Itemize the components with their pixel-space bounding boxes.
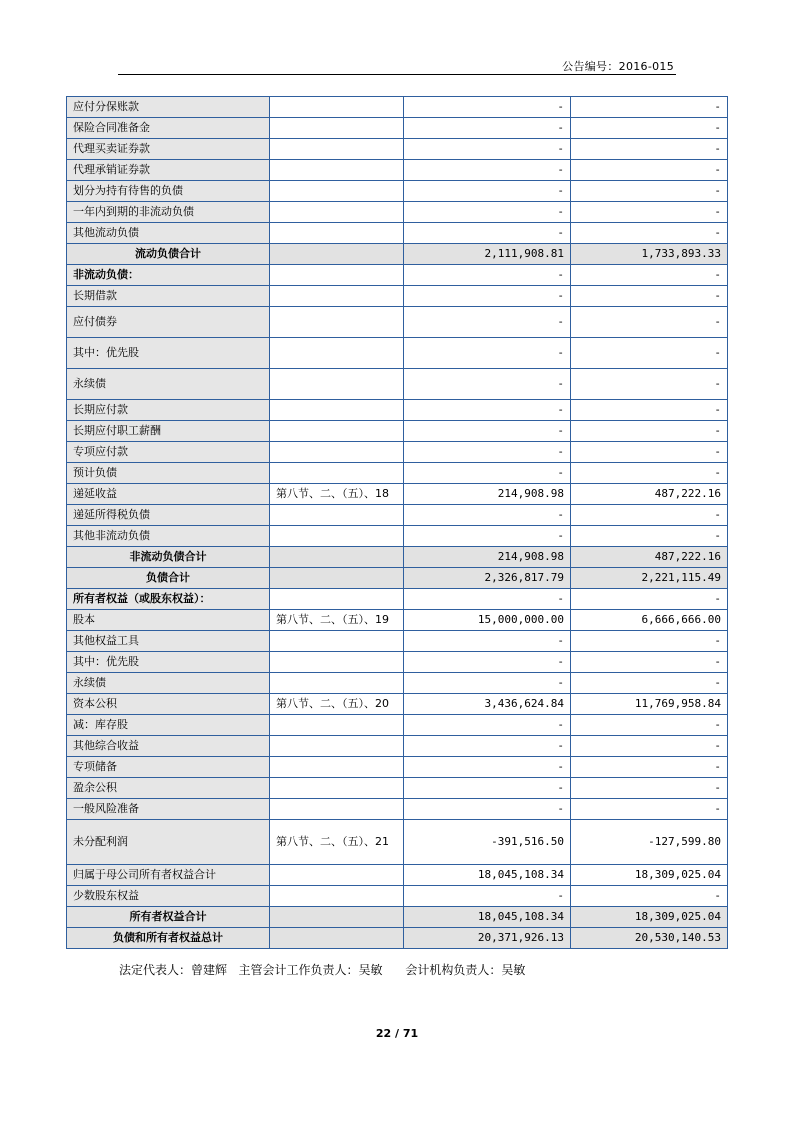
row-current-period: - <box>404 886 571 907</box>
table-row <box>67 181 728 202</box>
row-prior-period: - <box>571 181 728 202</box>
row-prior-period: - <box>571 715 728 736</box>
table-row <box>67 307 728 338</box>
row-note <box>270 907 404 928</box>
row-item-label: 长期应付款 <box>67 400 270 421</box>
row-item-label: 一般风险准备 <box>67 799 270 820</box>
row-prior-period: 1,733,893.33 <box>571 244 728 265</box>
row-prior-period: - <box>571 757 728 778</box>
row-item-label: 代理承销证券款 <box>67 160 270 181</box>
table-row <box>67 139 728 160</box>
row-current-period: - <box>404 631 571 652</box>
table-row <box>67 421 728 442</box>
row-item-label: 专项应付款 <box>67 442 270 463</box>
row-prior-period: - <box>571 369 728 400</box>
table-row <box>67 463 728 484</box>
row-current-period: - <box>404 673 571 694</box>
row-current-period: - <box>404 589 571 610</box>
row-prior-period: - <box>571 589 728 610</box>
row-item-label: 其中：优先股 <box>67 652 270 673</box>
row-note <box>270 736 404 757</box>
row-note <box>270 928 404 949</box>
table-row <box>67 631 728 652</box>
row-prior-period: 487,222.16 <box>571 484 728 505</box>
announcement-number: 公告编号：2016-015 <box>562 60 674 73</box>
row-prior-period: - <box>571 223 728 244</box>
table-row <box>67 928 728 949</box>
row-prior-period: - <box>571 505 728 526</box>
row-note <box>270 886 404 907</box>
row-current-period: - <box>404 181 571 202</box>
row-current-period: 15,000,000.00 <box>404 610 571 631</box>
row-current-period: - <box>404 369 571 400</box>
row-item-label: 其他流动负债 <box>67 223 270 244</box>
row-current-period: - <box>404 463 571 484</box>
row-current-period: - <box>404 223 571 244</box>
row-current-period: - <box>404 778 571 799</box>
row-item-label: 划分为持有待售的负债 <box>67 181 270 202</box>
row-item-label: 预计负债 <box>67 463 270 484</box>
table-row <box>67 820 728 865</box>
row-item-label: 减：库存股 <box>67 715 270 736</box>
row-item-label: 其他综合收益 <box>67 736 270 757</box>
table-row <box>67 202 728 223</box>
table-row <box>67 118 728 139</box>
row-note <box>270 160 404 181</box>
row-item-label: 流动负债合计 <box>67 244 270 265</box>
row-prior-period: - <box>571 673 728 694</box>
row-prior-period: - <box>571 526 728 547</box>
row-note <box>270 568 404 589</box>
row-current-period: - <box>404 757 571 778</box>
table-row <box>67 799 728 820</box>
row-item-label: 非流动负债： <box>67 265 270 286</box>
row-current-period: - <box>404 652 571 673</box>
row-item-label: 所有者权益合计 <box>67 907 270 928</box>
row-current-period: - <box>404 160 571 181</box>
row-note <box>270 631 404 652</box>
row-note <box>270 265 404 286</box>
signature-line: 法定代表人：曾建辉 主管会计工作负责人：吴敏 会计机构负责人：吴敏 <box>119 963 526 977</box>
row-item-label: 负债合计 <box>67 568 270 589</box>
row-item-label: 负债和所有者权益总计 <box>67 928 270 949</box>
row-current-period: - <box>404 442 571 463</box>
row-item-label: 资本公积 <box>67 694 270 715</box>
row-current-period: - <box>404 421 571 442</box>
table-row <box>67 286 728 307</box>
row-note <box>270 118 404 139</box>
row-prior-period: - <box>571 286 728 307</box>
row-prior-period: - <box>571 778 728 799</box>
row-item-label: 其中：优先股 <box>67 338 270 369</box>
row-current-period: - <box>404 118 571 139</box>
row-prior-period: - <box>571 463 728 484</box>
row-note <box>270 673 404 694</box>
row-current-period: 2,111,908.81 <box>404 244 571 265</box>
row-current-period: 18,045,108.34 <box>404 907 571 928</box>
row-current-period: - <box>404 307 571 338</box>
row-prior-period: - <box>571 202 728 223</box>
row-prior-period: 18,309,025.04 <box>571 907 728 928</box>
row-prior-period: 6,666,666.00 <box>571 610 728 631</box>
row-note <box>270 505 404 526</box>
row-note <box>270 223 404 244</box>
row-item-label: 所有者权益（或股东权益）： <box>67 589 270 610</box>
row-note <box>270 181 404 202</box>
row-item-label: 应付分保账款 <box>67 97 270 118</box>
row-item-label: 应付债券 <box>67 307 270 338</box>
table-row <box>67 442 728 463</box>
row-item-label: 股本 <box>67 610 270 631</box>
row-current-period: - <box>404 97 571 118</box>
table-row <box>67 160 728 181</box>
row-item-label: 专项储备 <box>67 757 270 778</box>
row-note <box>270 139 404 160</box>
table-row <box>67 610 728 631</box>
row-current-period: - <box>404 286 571 307</box>
row-current-period: - <box>404 265 571 286</box>
row-prior-period: - <box>571 160 728 181</box>
row-note <box>270 463 404 484</box>
row-note <box>270 589 404 610</box>
table-row <box>67 526 728 547</box>
table-row <box>67 223 728 244</box>
row-note <box>270 778 404 799</box>
table-row <box>67 589 728 610</box>
row-current-period: - <box>404 526 571 547</box>
row-note <box>270 799 404 820</box>
row-item-label: 递延所得税负债 <box>67 505 270 526</box>
row-prior-period: - <box>571 736 728 757</box>
balance-sheet-table <box>66 96 728 949</box>
row-prior-period: - <box>571 265 728 286</box>
row-prior-period: 18,309,025.04 <box>571 865 728 886</box>
row-note <box>270 286 404 307</box>
table-row <box>67 907 728 928</box>
row-item-label: 代理买卖证券款 <box>67 139 270 160</box>
row-current-period: - <box>404 505 571 526</box>
row-current-period: 18,045,108.34 <box>404 865 571 886</box>
page-number: 22 / 71 <box>375 1027 419 1040</box>
row-current-period: - <box>404 715 571 736</box>
table-row <box>67 694 728 715</box>
table-row <box>67 886 728 907</box>
row-current-period: 214,908.98 <box>404 484 571 505</box>
row-item-label: 长期应付职工薪酬 <box>67 421 270 442</box>
row-note: 第八节、二、（五）、21 <box>270 820 404 865</box>
row-note <box>270 715 404 736</box>
row-note <box>270 97 404 118</box>
row-note <box>270 526 404 547</box>
row-item-label: 其他非流动负债 <box>67 526 270 547</box>
row-current-period: 214,908.98 <box>404 547 571 568</box>
row-prior-period: - <box>571 799 728 820</box>
row-item-label: 盈余公积 <box>67 778 270 799</box>
row-prior-period: 11,769,958.84 <box>571 694 728 715</box>
table-row <box>67 547 728 568</box>
table-row <box>67 757 728 778</box>
table-row <box>67 736 728 757</box>
row-item-label: 递延收益 <box>67 484 270 505</box>
table-row <box>67 484 728 505</box>
row-note <box>270 400 404 421</box>
row-item-label: 永续债 <box>67 673 270 694</box>
row-item-label: 未分配利润 <box>67 820 270 865</box>
row-note <box>270 421 404 442</box>
row-item-label: 归属于母公司所有者权益合计 <box>67 865 270 886</box>
row-note: 第八节、二、（五）、18 <box>270 484 404 505</box>
table-row <box>67 652 728 673</box>
row-note <box>270 307 404 338</box>
row-prior-period: - <box>571 652 728 673</box>
row-prior-period: - <box>571 338 728 369</box>
row-note <box>270 442 404 463</box>
row-note <box>270 338 404 369</box>
row-current-period: - <box>404 338 571 369</box>
row-note: 第八节、二、（五）、19 <box>270 610 404 631</box>
row-item-label: 保险合同准备金 <box>67 118 270 139</box>
table-row <box>67 865 728 886</box>
row-prior-period: - <box>571 631 728 652</box>
row-prior-period: 487,222.16 <box>571 547 728 568</box>
row-prior-period: - <box>571 442 728 463</box>
row-current-period: -391,516.50 <box>404 820 571 865</box>
row-item-label: 其他权益工具 <box>67 631 270 652</box>
row-prior-period: - <box>571 886 728 907</box>
row-prior-period: - <box>571 139 728 160</box>
row-item-label: 长期借款 <box>67 286 270 307</box>
row-note: 第八节、二、（五）、20 <box>270 694 404 715</box>
row-item-label: 少数股东权益 <box>67 886 270 907</box>
row-current-period: - <box>404 202 571 223</box>
balance-sheet-body <box>67 97 728 949</box>
row-note <box>270 202 404 223</box>
header-rule <box>118 74 676 75</box>
table-row <box>67 505 728 526</box>
table-row <box>67 778 728 799</box>
row-note <box>270 757 404 778</box>
table-row <box>67 97 728 118</box>
row-prior-period: - <box>571 421 728 442</box>
table-row <box>67 369 728 400</box>
row-note <box>270 547 404 568</box>
row-current-period: 20,371,926.13 <box>404 928 571 949</box>
row-prior-period: 20,530,140.53 <box>571 928 728 949</box>
row-note <box>270 652 404 673</box>
row-current-period: - <box>404 400 571 421</box>
table-row <box>67 568 728 589</box>
row-prior-period: 2,221,115.49 <box>571 568 728 589</box>
row-note <box>270 244 404 265</box>
row-item-label: 非流动负债合计 <box>67 547 270 568</box>
table-row <box>67 673 728 694</box>
row-current-period: - <box>404 139 571 160</box>
row-item-label: 一年内到期的非流动负债 <box>67 202 270 223</box>
table-row <box>67 244 728 265</box>
row-note <box>270 369 404 400</box>
row-current-period: - <box>404 736 571 757</box>
row-prior-period: - <box>571 400 728 421</box>
table-row <box>67 338 728 369</box>
table-row <box>67 265 728 286</box>
row-current-period: 2,326,817.79 <box>404 568 571 589</box>
table-row <box>67 715 728 736</box>
row-item-label: 永续债 <box>67 369 270 400</box>
row-prior-period: - <box>571 118 728 139</box>
row-note <box>270 865 404 886</box>
row-prior-period: -127,599.80 <box>571 820 728 865</box>
row-prior-period: - <box>571 307 728 338</box>
table-row <box>67 400 728 421</box>
row-prior-period: - <box>571 97 728 118</box>
row-current-period: 3,436,624.84 <box>404 694 571 715</box>
row-current-period: - <box>404 799 571 820</box>
